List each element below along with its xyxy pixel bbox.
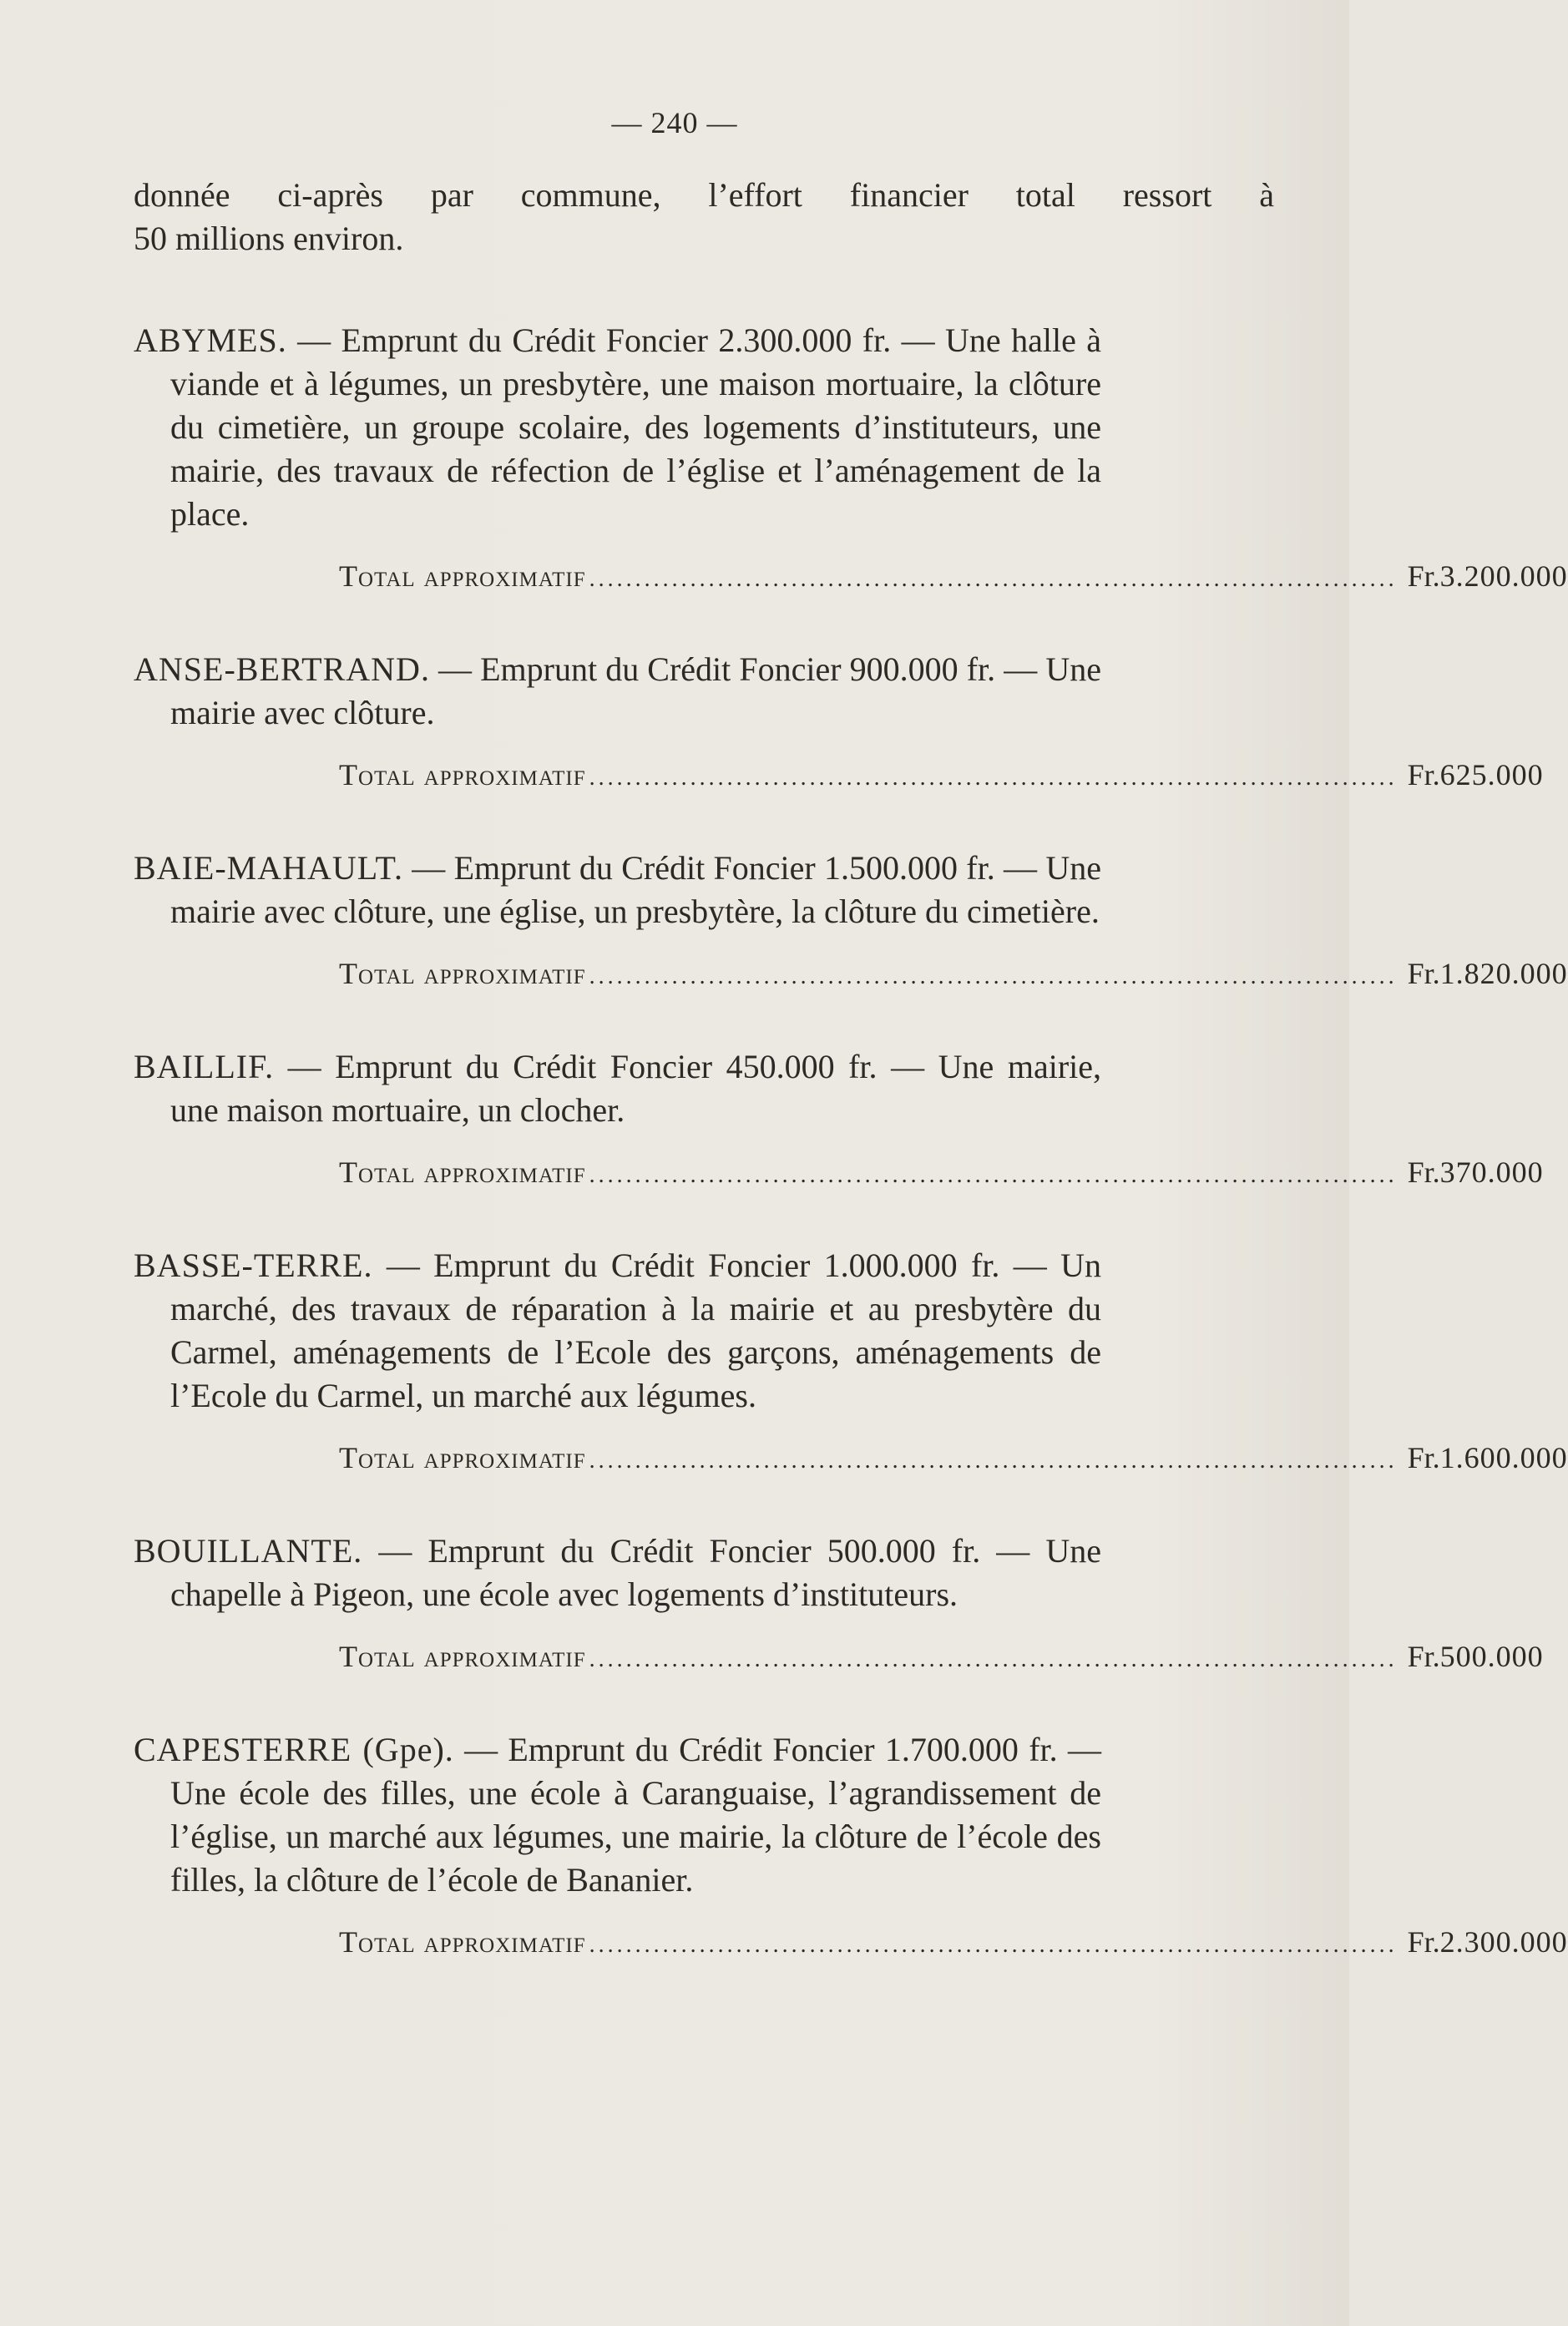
total-line (134, 556, 1568, 599)
entry-description (134, 319, 1101, 536)
entry-description (134, 1728, 1101, 1902)
commune-entry-basse-terre (134, 1244, 1568, 1481)
total-line (134, 953, 1568, 997)
leader-dots: ........................................................................................ (589, 1646, 1398, 1672)
commune-name: BASSE-TERRE. (134, 1246, 373, 1284)
total-line (134, 1922, 1568, 1965)
leader-dots: ........................................................................................ (589, 1932, 1398, 1958)
intro-line: 50 millions environ. (134, 220, 404, 257)
total-label: Total approximatif (339, 1925, 586, 1959)
leader-dots: ........................................................................................ (589, 765, 1398, 791)
commune-entry-bouillante (134, 1530, 1544, 1680)
total-amount: 2.300.000 (1439, 1925, 1568, 1959)
total-label: Total approximatif (339, 1640, 586, 1673)
entry-details: — Emprunt du Crédit Foncier 450.000 fr. — Une mairie, une maison mortuaire, un clocher. (170, 1048, 1101, 1129)
currency-label: Fr. (1407, 1155, 1440, 1189)
entry-details: — Emprunt du Crédit Foncier 1.700.000 fr. — Une école des filles, une école à Caranguaise, l’agrandissement de l’église, un marché aux légumes, une mairie, la clôture de l’école des filles, la clôture de l’école de Bananier. (170, 1731, 1101, 1899)
leader-dots: ........................................................................................ (589, 963, 1398, 989)
total-label: Total approximatif (339, 957, 586, 990)
currency-label: Fr. (1407, 1640, 1440, 1673)
leader-dots: ........................................................................................ (589, 1162, 1398, 1188)
intro-paragraph (134, 174, 1274, 260)
total-amount: 370.000 (1439, 1155, 1544, 1189)
leader-dots: ........................................................................................ (589, 1448, 1398, 1474)
entry-description (134, 1045, 1101, 1132)
total-line (134, 1636, 1544, 1680)
total-label: Total approximatif (339, 758, 586, 791)
commune-name: BAIE-MAHAULT. (134, 849, 403, 887)
total-amount: 1.820.000 (1439, 957, 1568, 990)
entry-details: — Emprunt du Crédit Foncier 1.500.000 fr. — Une mairie avec clôture, une église, un presbytère, la clôture du cimetière. (170, 849, 1101, 930)
currency-label: Fr. (1407, 1441, 1440, 1474)
commune-entry-baie-mahault (134, 847, 1568, 997)
total-amount: 1.600.000 (1439, 1441, 1568, 1474)
entry-details: — Emprunt du Crédit Foncier 1.000.000 fr. — Un marché, des travaux de réparation à la mairie et au presbytère du Carmel, aménagements de l’Ecole des garçons, aménagements de l’Ecole du Carmel, un marché aux légumes. (170, 1246, 1101, 1414)
total-amount: 3.200.000 (1439, 559, 1568, 593)
total-line (134, 1152, 1544, 1196)
total-label: Total approximatif (339, 559, 586, 593)
currency-label: Fr. (1407, 1925, 1440, 1959)
page-number: — 240 — (611, 106, 738, 139)
currency-label: Fr. (1407, 559, 1440, 593)
total-label: Total approximatif (339, 1155, 586, 1189)
commune-name: BOUILLANTE. (134, 1532, 363, 1570)
total-amount: 625.000 (1439, 758, 1544, 791)
commune-name: ABYMES. (134, 321, 287, 359)
commune-name: BAILLIF. (134, 1048, 275, 1085)
total-amount: 500.000 (1439, 1640, 1544, 1673)
total-line (134, 755, 1544, 798)
entry-details: — Emprunt du Crédit Foncier 2.300.000 fr. — Une halle à viande et à légumes, un presbytère, une maison mortuaire, la clôture du cimetière, un groupe scolaire, des logements d’instituteurs, une mairie, des travaux de réfection de l’église et l’aménagement de la place. (170, 321, 1101, 533)
intro-line: donnée ci-après par commune, l’effort financier total ressort à (134, 176, 1274, 214)
commune-name: CAPESTERRE (Gpe). (134, 1731, 454, 1768)
entry-description (134, 1530, 1101, 1616)
entry-description (134, 648, 1101, 735)
commune-entry-baillif (134, 1045, 1544, 1196)
commune-entry-abymes (134, 319, 1568, 599)
commune-name: ANSE-BERTRAND. (134, 650, 430, 688)
entry-description (134, 1244, 1101, 1418)
total-line (134, 1438, 1568, 1481)
currency-label: Fr. (1407, 957, 1440, 990)
total-label: Total approximatif (339, 1441, 586, 1474)
leader-dots: ........................................................................................ (589, 566, 1398, 592)
commune-entry-anse-bertrand (134, 648, 1544, 798)
commune-list (134, 319, 1568, 2014)
currency-label: Fr. (1407, 758, 1440, 791)
entry-details: — Emprunt du Crédit Foncier 900.000 fr. — Une mairie avec clôture. (170, 650, 1101, 731)
commune-entry-capesterre (134, 1728, 1568, 1965)
entry-details: — Emprunt du Crédit Foncier 500.000 fr. — Une chapelle à Pigeon, une école avec logements d’instituteurs. (170, 1532, 1101, 1613)
entry-description (134, 847, 1101, 933)
